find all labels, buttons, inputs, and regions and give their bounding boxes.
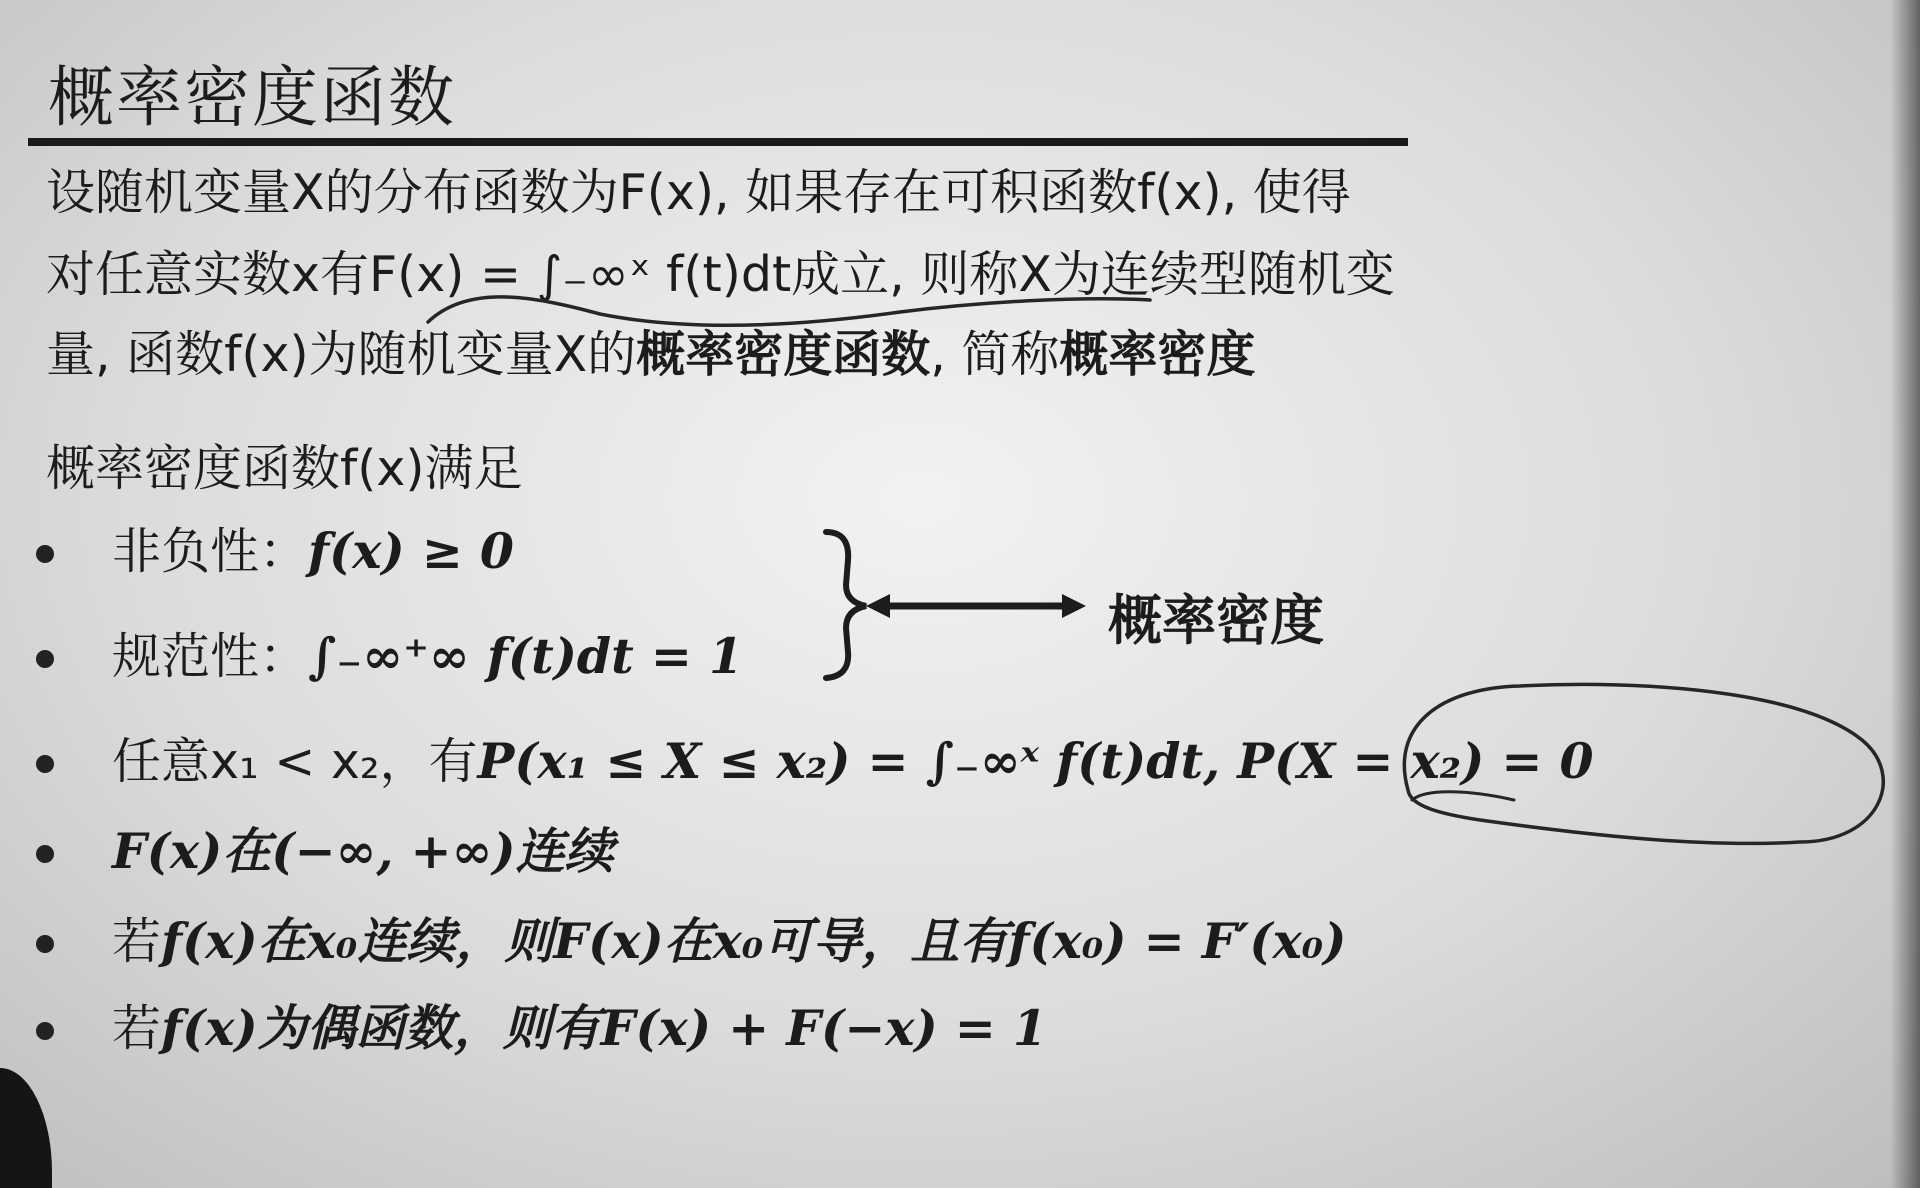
handwritten-underline xyxy=(428,297,1150,325)
bullet-formula: f(x)在x₀连续，则F(x)在x₀可导，且有f(x₀) = F′(x₀) xyxy=(161,912,1347,970)
definition-line-3-mid: , 简称 xyxy=(930,326,1060,383)
curly-brace xyxy=(826,532,866,678)
bullet-label: 若 xyxy=(112,913,162,970)
double-arrow-left-head xyxy=(866,594,890,618)
bullet-formula: f(x) ≥ 0 xyxy=(308,522,514,580)
bullet-formula: f(x)为偶函数，则有F(x) + F(−x) = 1 xyxy=(161,999,1047,1057)
page-title: 概率密度函数 xyxy=(48,59,456,136)
handwritten-circle xyxy=(1404,684,1883,843)
handwritten-tail xyxy=(1412,792,1514,800)
definition-line-2: 对任意实数x有F(x) = ∫₋∞ˣ f(t)dt成立, 则称X为连续型随机变 xyxy=(46,246,1395,303)
bullet-label: 规范性： xyxy=(112,628,309,685)
bullet-formula: F(x)在(−∞, +∞)连续 xyxy=(112,822,614,880)
bullet-label: 非负性： xyxy=(112,523,309,580)
bullet-formula: ∫₋∞⁺∞ f(t)dt = 1 xyxy=(308,627,744,685)
bullet-formula: P(x₁ ≤ X ≤ x₂) = ∫₋∞ˣ f(t)dt, P(X = x₂) = 0 xyxy=(477,732,1594,790)
conditions-intro: 概率密度函数f(x)满足 xyxy=(46,440,523,497)
double-arrow-right-head xyxy=(1062,594,1086,618)
bullet-label: 任意x₁ < x₂，有 xyxy=(112,733,478,790)
definition-line-1: 设随机变量X的分布函数为F(x), 如果存在可积函数f(x), 使得 xyxy=(46,164,1351,221)
bracket-label: 概率密度 xyxy=(1108,589,1324,652)
definition-term: 概率密度函数 xyxy=(636,326,931,383)
bullet-label: 若 xyxy=(112,1000,162,1057)
definition-short-term: 概率密度 xyxy=(1059,326,1256,383)
definition-line-3-start: 量, 函数f(x)为随机变量X的 xyxy=(46,326,637,383)
